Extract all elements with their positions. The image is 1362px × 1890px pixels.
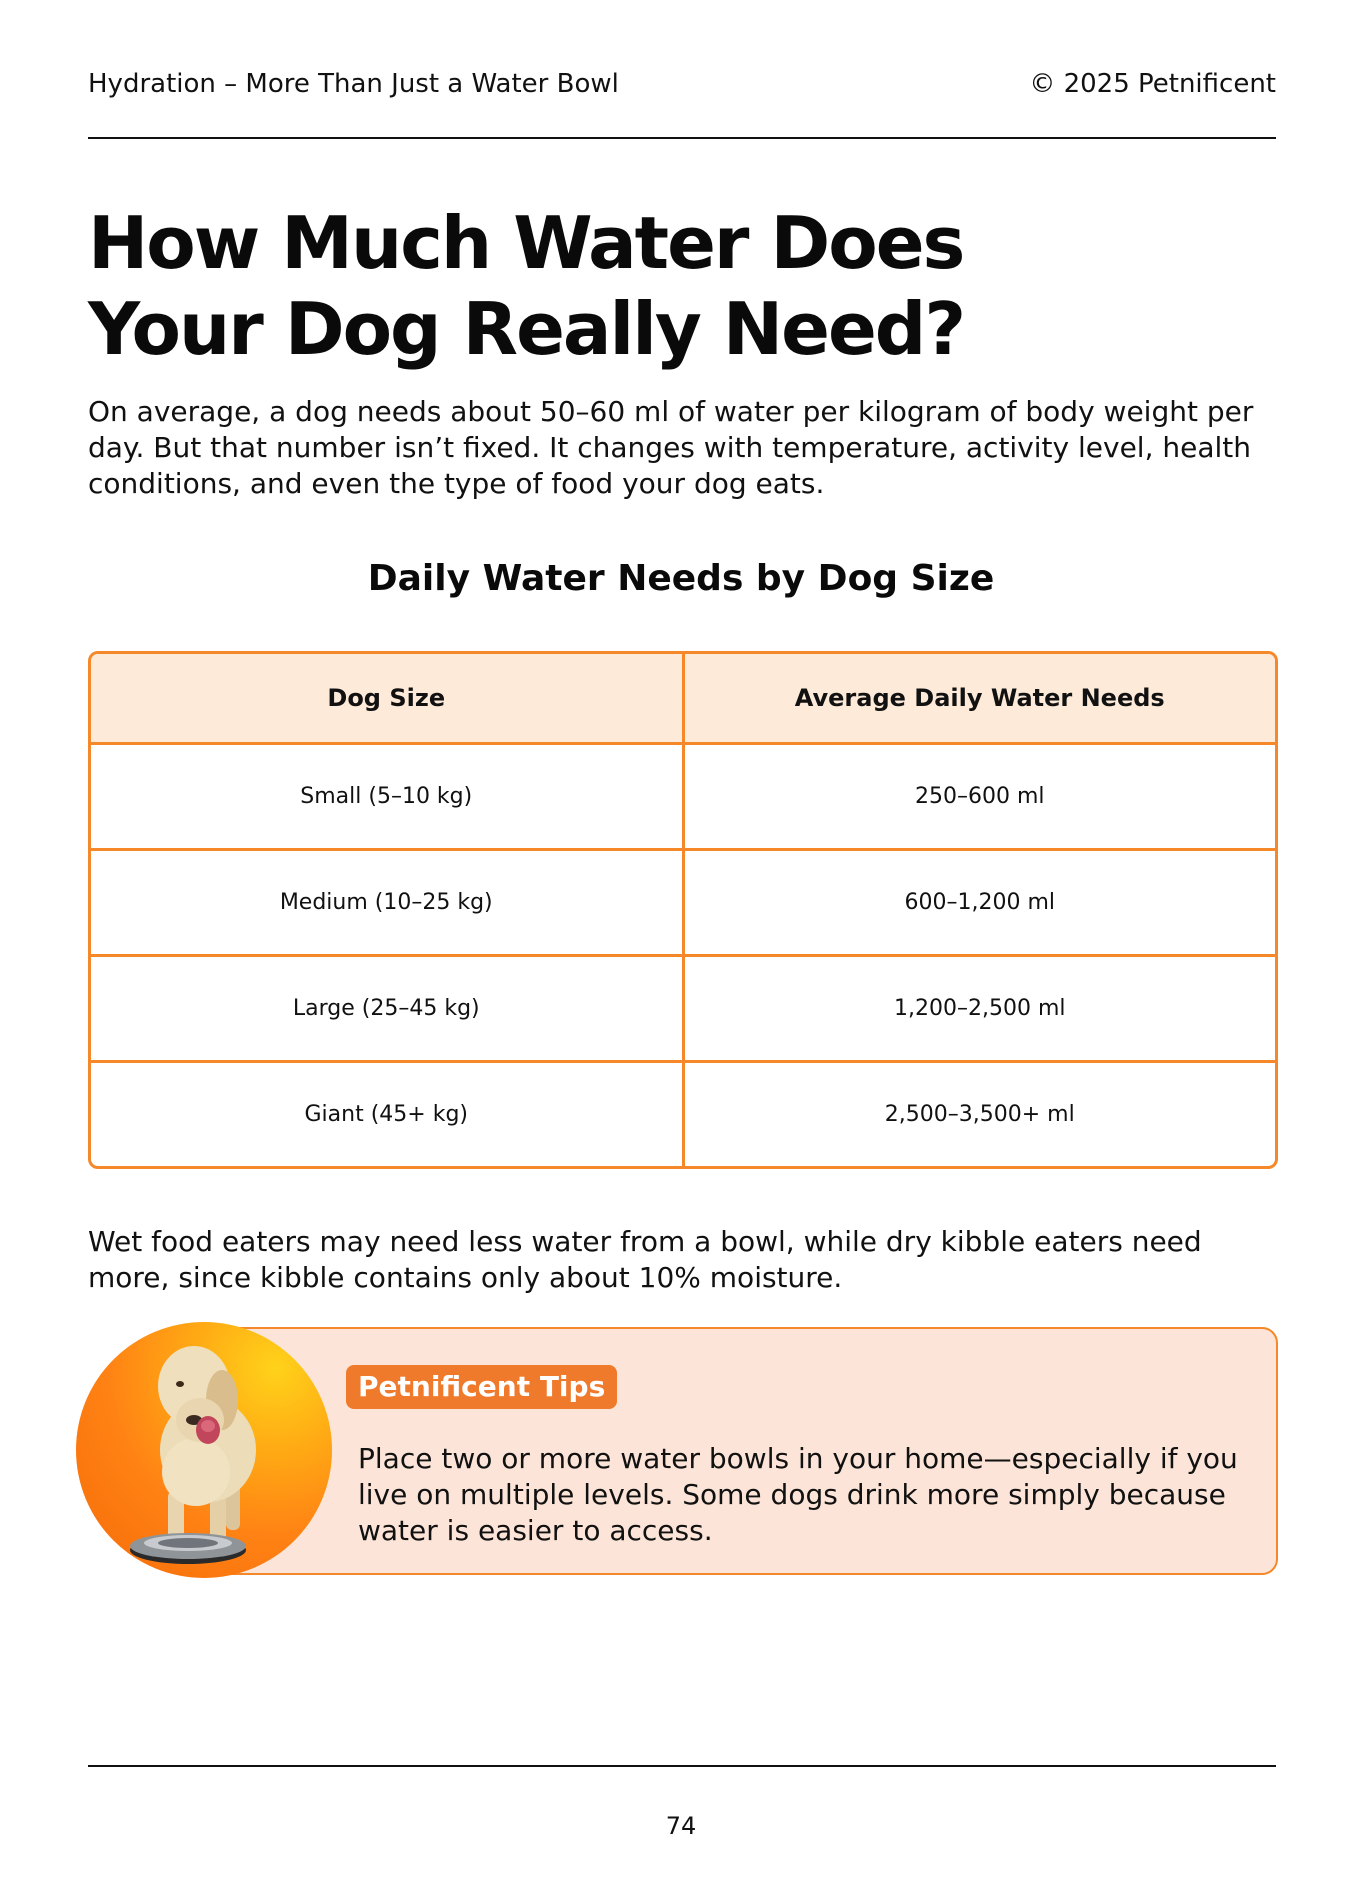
food-moisture-note: Wet food eaters may need less water from a bowl, while dry kibble eaters need more, since kibble contains only about 10% moisture. [88, 1225, 1202, 1294]
intro-paragraph: On average, a dog needs about 50–60 ml of water per kilogram of body weight per day. But that number isn’t fixed. It changes with temperature, activity level, health conditions, and even the type of food your dog eats. [88, 395, 1254, 500]
table-heading: Daily Water Needs by Dog Size [367, 558, 995, 599]
table-cell-dog-size: Large (25–45 kg) [91, 956, 683, 1062]
column-header-dog-size: Dog Size [91, 654, 683, 744]
page-number: 74 [665, 1812, 697, 1840]
table-cell-water-needs: 600–1,200 ml [683, 850, 1275, 956]
header-section-title: Hydration – More Than Just a Water Bowl [88, 69, 619, 99]
table-row [91, 744, 1275, 850]
tip-text: Place two or more water bowls in your home—especially if you live on multiple levels. Some dogs drink more simply because water is easier to access. [358, 1442, 1238, 1547]
table-row [91, 1062, 1275, 1167]
table-cell-dog-size: Small (5–10 kg) [91, 744, 683, 850]
page-title [88, 200, 988, 372]
table-cell-water-needs: 2,500–3,500+ ml [884, 1102, 1075, 1127]
header-divider [88, 137, 1276, 139]
page-header [88, 64, 1276, 104]
table-row [91, 850, 1275, 956]
table-cell-dog-size: Medium (10–25 kg) [91, 850, 683, 956]
table-row [91, 956, 1275, 1062]
table-cell-water-needs: 250–600 ml [683, 744, 1275, 850]
column-header-water-needs: Average Daily Water Needs [683, 654, 1275, 744]
footer-divider [88, 1765, 1276, 1767]
page-title-line-2: Your Dog Really Need? [88, 287, 965, 371]
table-header-row [91, 654, 1275, 744]
water-needs-table [88, 651, 1278, 1169]
table-cell-water-needs: 1,200–2,500 ml [683, 956, 1275, 1062]
header-copyright: © 2025 Petnificent [1029, 69, 1276, 99]
page-title-line-1: How Much Water Does [88, 201, 964, 285]
table-cell-dog-size: Giant (45+ kg) [91, 1062, 683, 1167]
dog-drinking-illustration-icon [76, 1322, 332, 1578]
tip-badge: Petnificent Tips [346, 1365, 617, 1409]
